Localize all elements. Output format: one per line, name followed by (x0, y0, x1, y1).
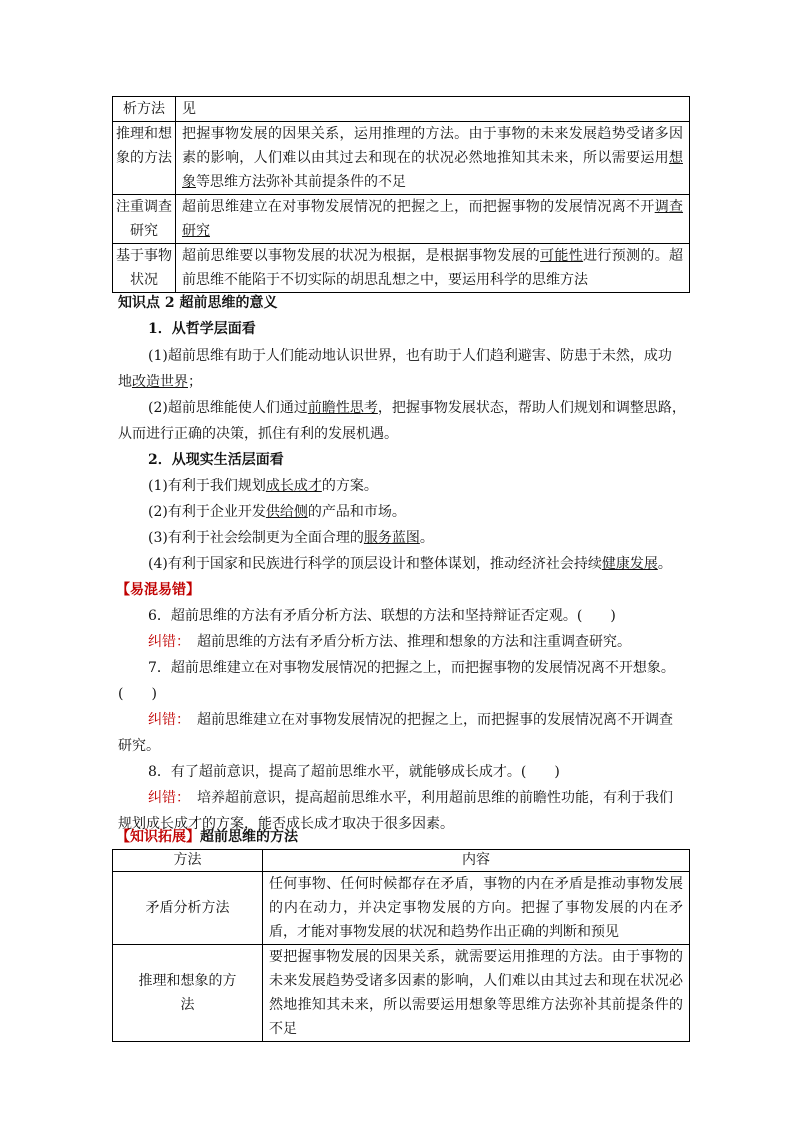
correction: 纠错： 培养超前意识，提高超前思维水平，利用超前思维的前瞻性功能，有利于我们 (148, 790, 673, 806)
correction-cont: 规划成长成才的方案，能否成长成才取决于很多因素。 (118, 816, 454, 832)
underlined-term: 想象 (182, 150, 683, 190)
table-header (113, 850, 690, 872)
table-row (113, 244, 690, 293)
col-header: 方法 (113, 850, 263, 872)
table-row (113, 97, 690, 122)
methods-table-top (112, 96, 690, 293)
question: 7．超前思维建立在对事物发展情况的把握之上，而把握事物的发展情况离不开想象。 (148, 660, 675, 676)
row-head: 析方法 (113, 97, 176, 122)
underlined-term: 调查研究 (182, 199, 684, 239)
underlined-term: 可能性 (540, 248, 584, 264)
correction-label: 纠错： (148, 790, 183, 806)
row-content: 任何事物、任何时候都存在矛盾，事物的内在矛盾是推动事物发展的内在动力，并决定事物发展的方向。把握了事物发展的内在矛盾，才能对事物发展的状况和趋势作出正确的判断和预见 (263, 872, 690, 945)
correction-cont: 研究。 (118, 738, 160, 754)
list-item: (2)有利于企业开发供给侧的产品和市场。 (148, 504, 406, 520)
extension-heading: 【知识拓展】超前思维的方法 (116, 829, 298, 845)
list-item: (4)有利于国家和民族进行科学的顶层设计和整体谋划，推动经济社会持续健康发展。 (148, 556, 672, 572)
section-tag: 【知识拓展】 (116, 829, 200, 845)
table-row (113, 122, 690, 195)
table-row (113, 195, 690, 244)
row-head: 基于事物状况 (113, 244, 176, 293)
row-content: 见 (176, 97, 690, 122)
section-tag: 【易混易错】 (116, 582, 200, 598)
correction-label: 纠错： (148, 712, 183, 728)
answer-blank: ( ) (118, 686, 157, 702)
row-content: 要把握事物发展的因果关系，就需要运用推理的方法。由于事物的未来发展趋势受诸多因素的影响，人们难以由其过去和现在状况必然地推知其未来，所以需要运用想象等思维方法弥补其前提条件的不足 (263, 945, 690, 1042)
col-header: 内容 (263, 850, 690, 872)
paragraph: (2)超前思维能使人们通过前瞻性思考，把握事物发展状态，帮助人们规划和调整思路， (148, 400, 686, 416)
row-content: 超前思维要以事物发展的状况为根据，是根据事物发展的可能性进行预测的。超前思维不能陷于不切实际的胡思乱想之中，要运用科学的思维方法 (176, 244, 690, 293)
row-content: 超前思维建立在对事物发展情况的把握之上，而把握事物的发展情况离不开调查研究 (176, 195, 690, 244)
correction: 纠错： 超前思维的方法有矛盾分析方法、推理和想象的方法和注重调查研究。 (148, 634, 631, 650)
methods-table-bottom (112, 849, 690, 1042)
subheading: 2．从现实生活层面看 (148, 452, 284, 468)
paragraph: (1)超前思维有助于人们能动地认识世界，也有助于人们趋利避害、防患于未然，成功 (148, 348, 672, 364)
table-row (113, 872, 690, 945)
paragraph: 从而进行正确的决策，抓住有利的发展机遇。 (118, 426, 398, 442)
row-content: 把握事物发展的因果关系，运用推理的方法。由于事物的未来发展趋势受诸多因素的影响，人们难以由其过去和现在的状况必然地推知其未来，所以需要运用想象等思维方法弥补其前提条件的不足 (176, 122, 690, 195)
list-item: (3)有利于社会绘制更为全面合理的服务蓝图。 (148, 530, 434, 546)
question: 6．超前思维的方法有矛盾分析方法、联想的方法和坚持辩证否定观。( ) (148, 608, 616, 624)
list-item: (1)有利于我们规划成长成才的方案。 (148, 478, 378, 494)
row-head: 矛盾分析方法 (113, 872, 263, 945)
row-head: 推理和想象的方法 (113, 945, 263, 1042)
table-row (113, 945, 690, 1042)
paragraph: 地改造世界； (118, 374, 202, 390)
correction: 纠错： 超前思维建立在对事物发展情况的把握之上，而把握事的发展情况离不开调查 (148, 712, 673, 728)
subheading: 1．从哲学层面看 (148, 321, 256, 337)
section-title: 知识点 2 超前思维的意义 (118, 295, 278, 311)
row-head: 注重调查研究 (113, 195, 176, 244)
question: 8．有了超前意识，提高了超前思维水平，就能够成长成才。( ) (148, 764, 560, 780)
correction-label: 纠错： (148, 634, 183, 650)
row-head: 推理和想象的方法 (113, 122, 176, 195)
